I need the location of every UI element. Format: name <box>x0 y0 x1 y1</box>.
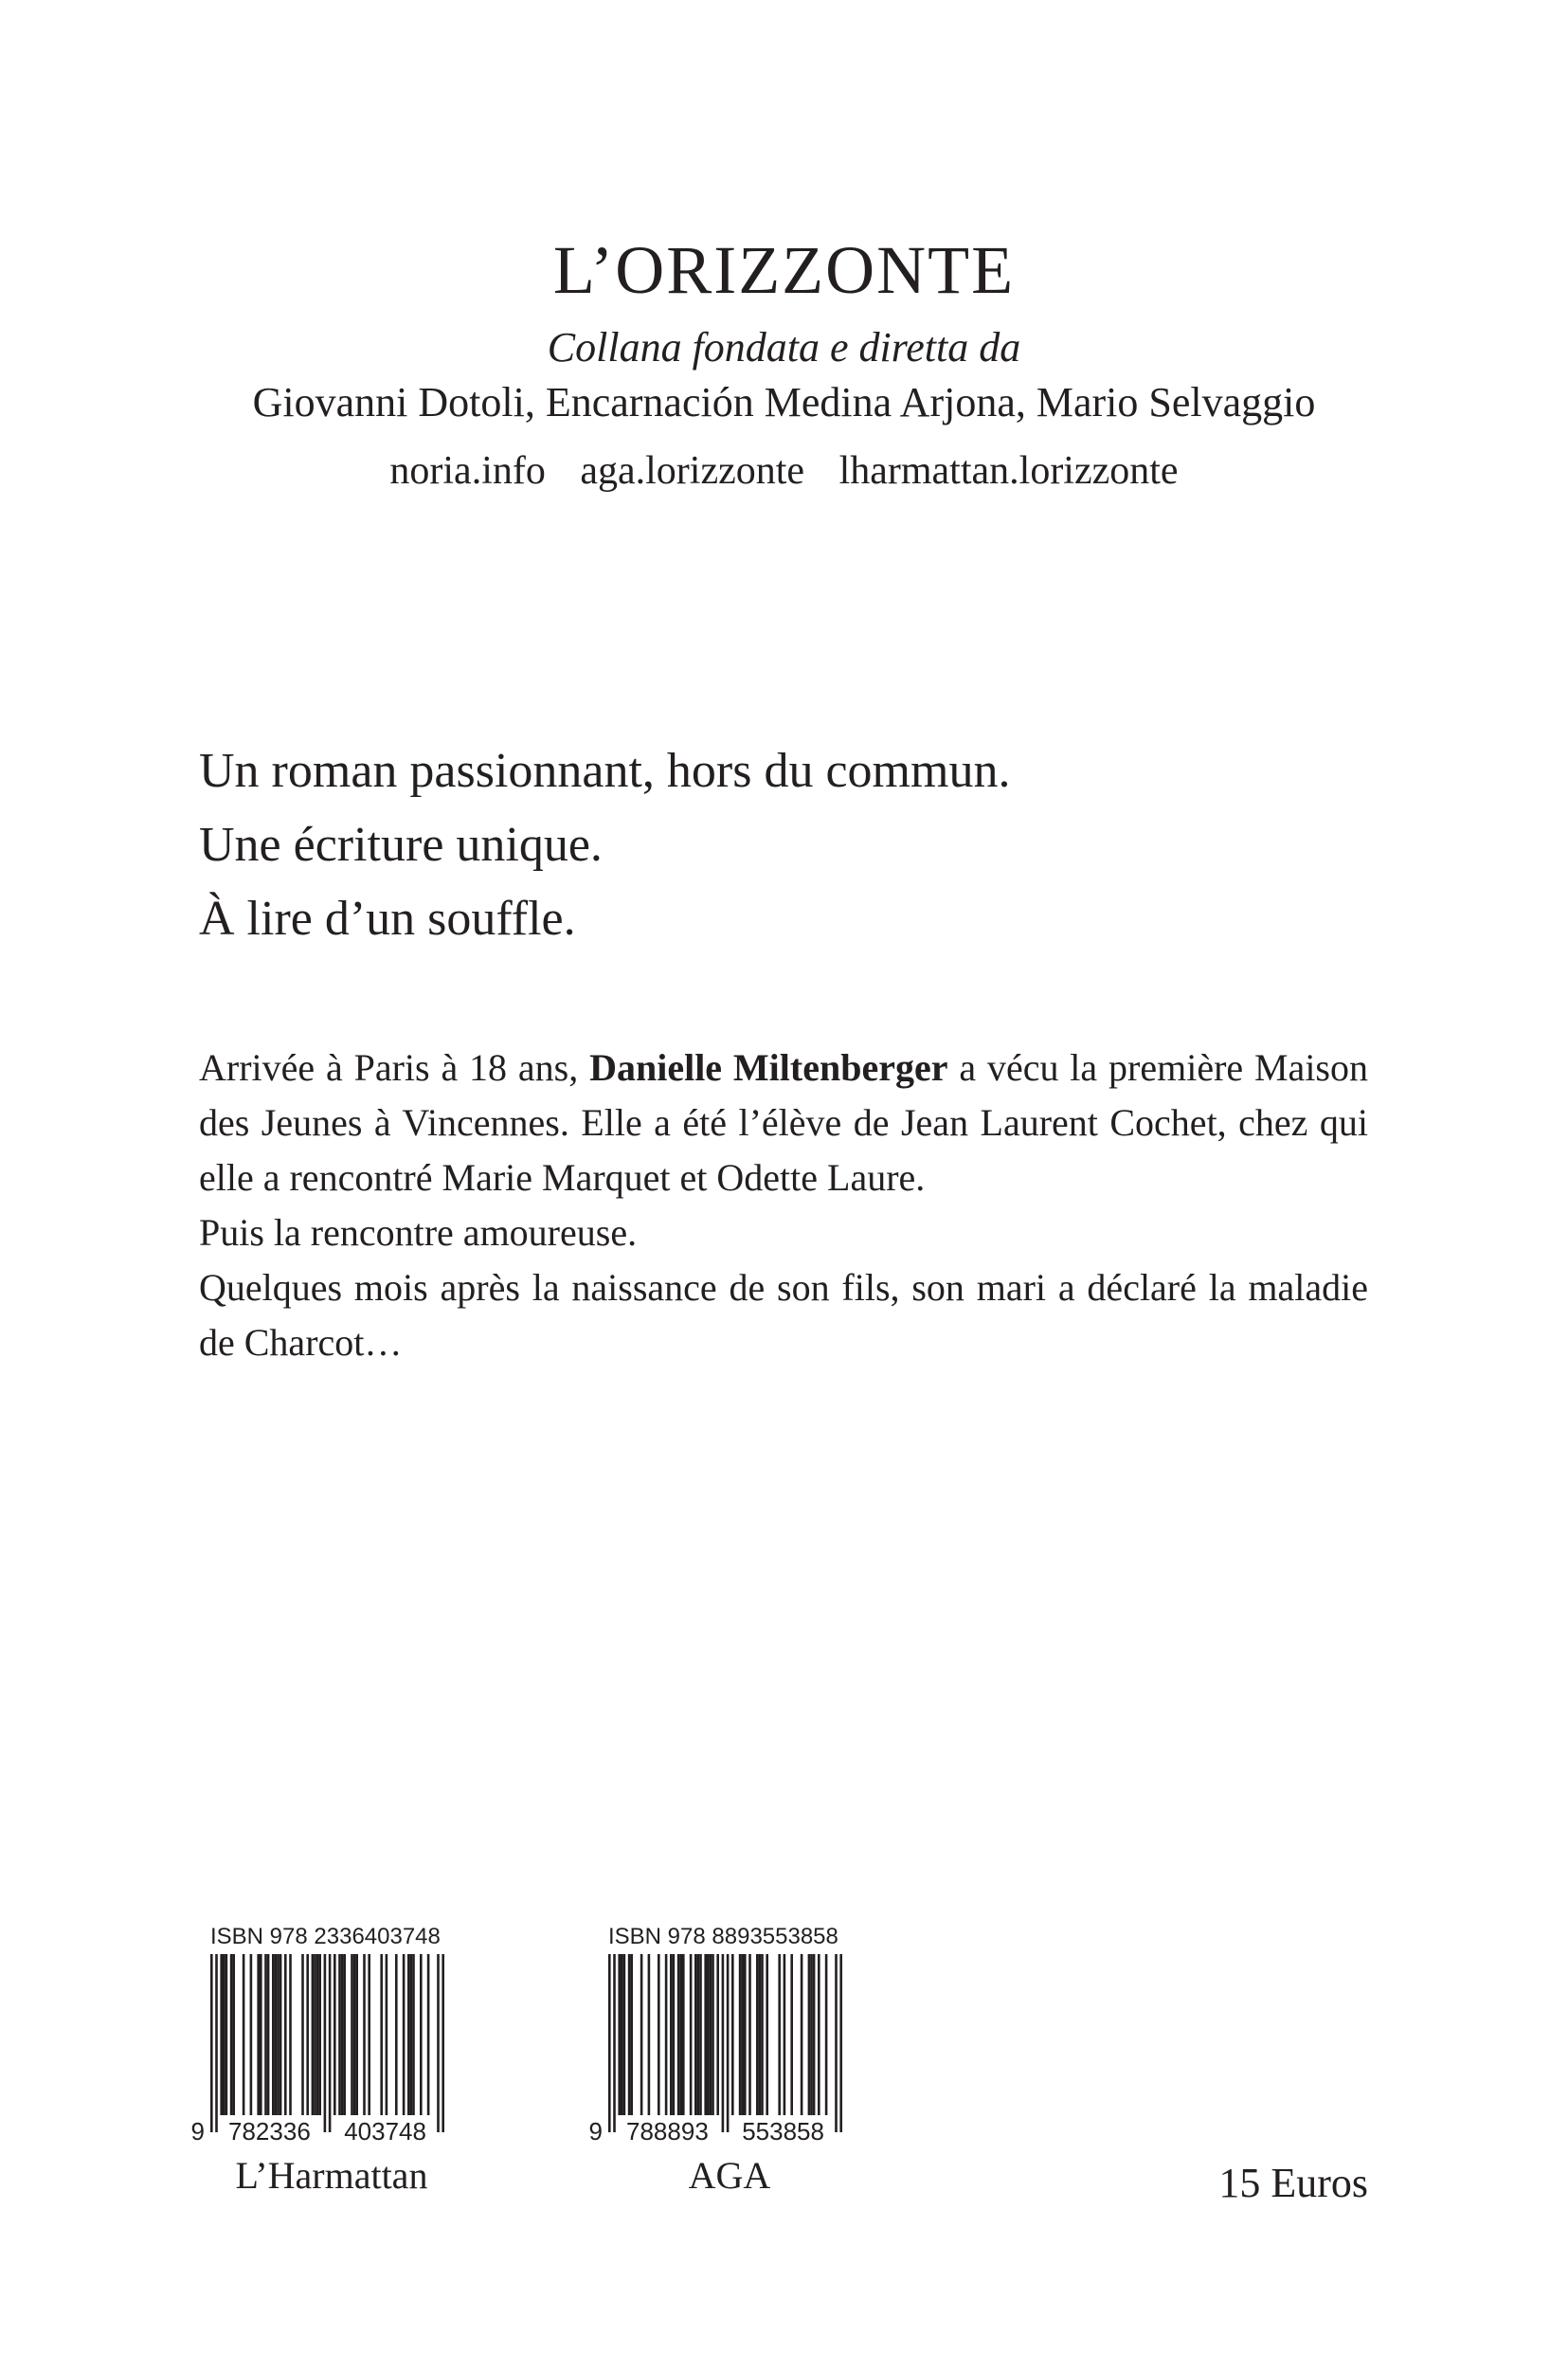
barcode-bar <box>670 1954 673 2115</box>
barcode-bar <box>677 1954 680 2115</box>
barcode-bar <box>289 1954 292 2115</box>
barcode-aga <box>587 1924 872 2199</box>
barcode-bar <box>210 1954 213 2132</box>
barcode-bar <box>761 1954 764 2115</box>
barcode-bar <box>825 1954 828 2115</box>
barcode-bar <box>801 1954 803 2115</box>
barcode-bar <box>232 1954 235 2115</box>
barcode-bar <box>284 1954 287 2115</box>
barcode-bar <box>682 1954 685 2115</box>
barcode-bar <box>442 1954 444 2132</box>
barcode-bar <box>351 1954 353 2115</box>
barcode-bar <box>628 1954 631 2115</box>
barcode-bar <box>618 1954 621 2115</box>
link-lharmattan: lharmattan.lorizzonte <box>838 449 1179 493</box>
barcode-bar <box>712 1954 714 2115</box>
barcode-bar <box>223 1954 225 2115</box>
barcode-bar <box>784 1954 786 2115</box>
barcode-bar <box>704 1954 707 2115</box>
ean-barcode-graphic <box>189 1950 474 2149</box>
barcode-bar <box>427 1954 430 2115</box>
author-blurb <box>199 1041 1368 1370</box>
barcode-bar <box>621 1954 623 2115</box>
barcode-bar <box>613 1954 616 2132</box>
barcode-bar <box>759 1954 762 2115</box>
barcode-bar <box>731 1954 734 2115</box>
barcode-bar <box>257 1954 260 2115</box>
series-subtitle: Collana fondata e diretta da <box>547 324 1021 371</box>
tagline <box>199 734 1010 956</box>
barcode-bar <box>353 1954 356 2115</box>
series-links <box>0 444 1568 498</box>
barcode-digits: 9 <box>190 2117 205 2146</box>
barcode-digits: 553858 <box>742 2117 824 2146</box>
barcode-bar <box>338 1954 341 2115</box>
barcode-bar <box>333 1954 336 2115</box>
barcode-digits: 9 <box>588 2117 603 2146</box>
barcode-bar <box>665 1954 668 2115</box>
tagline-line: Un roman passionnant, hors du commun. <box>199 744 1011 798</box>
barcode-bar <box>648 1954 651 2115</box>
link-aga: aga.lorizzonte <box>580 449 805 493</box>
barcode-bar <box>220 1954 223 2115</box>
barcode-bar <box>277 1954 279 2115</box>
barcode-bar <box>835 1954 838 2132</box>
barcode-bar <box>839 1954 842 2132</box>
barcode-bar <box>810 1954 813 2115</box>
barcode-digits: 788893 <box>626 2117 709 2146</box>
barcode-bar <box>368 1954 370 2115</box>
barcode-bar <box>722 1954 725 2132</box>
barcode-bar <box>766 1954 768 2115</box>
barcode-bar <box>813 1954 816 2115</box>
barcode-digits: 403748 <box>344 2117 426 2146</box>
barcode-bar <box>744 1954 747 2115</box>
barcode-bar <box>403 1954 406 2115</box>
barcode-bar <box>808 1954 811 2115</box>
barcode-bar <box>306 1954 309 2115</box>
barcode-bar <box>316 1954 319 2115</box>
barcode-bar <box>343 1954 346 2115</box>
barcode-bar <box>630 1954 633 2115</box>
barcode-bar <box>324 1954 327 2132</box>
author-name: Danielle Miltenberger <box>589 1046 948 1089</box>
barcode-bar <box>690 1954 693 2115</box>
barcode-bar <box>679 1954 682 2115</box>
barcode-bar <box>250 1954 253 2115</box>
barcode-bar <box>741 1954 744 2115</box>
barcode-bar <box>697 1954 700 2115</box>
barcode-bar <box>673 1954 676 2115</box>
barcode-bar <box>407 1954 410 2115</box>
barcode-bar <box>412 1954 415 2115</box>
price: 15 Euros <box>1218 2160 1368 2206</box>
barcode-bar <box>395 1954 398 2115</box>
barcode-bar <box>260 1954 262 2115</box>
barcode-bar <box>329 1954 332 2132</box>
barcode-bar <box>410 1954 413 2115</box>
barcode-bar <box>608 1954 611 2132</box>
barcode-bar <box>694 1954 697 2115</box>
barcode-bar <box>264 1954 267 2115</box>
blurb-paragraph: Quelques mois après la naissance de son fils, son mari a déclaré la maladie de Charcot… <box>199 1266 1368 1364</box>
barcode-bar <box>301 1954 304 2115</box>
barcode-bar <box>312 1954 315 2115</box>
series-title: L’ORIZZONTE <box>552 232 1016 308</box>
barcode-bar <box>818 1954 820 2115</box>
barcode-bar <box>243 1954 245 2115</box>
blurb-paragraph: Arrivée à Paris à 18 ans, Danielle Miltenberger a vécu la première Maison des Jeunes à Vincennes. Elle a été l’élève de Jean Laurent Cochet, chez qui elle a rencontré Marie Marquet et Odette Laure. <box>199 1046 1368 1199</box>
barcode-bar <box>658 1954 660 2115</box>
barcode-bar <box>279 1954 282 2115</box>
publisher-name: L’Harmattan <box>235 2154 428 2197</box>
barcode-bar <box>420 1954 423 2115</box>
blurb-paragraph: Puis la rencontre amoureuse. <box>199 1211 638 1254</box>
tagline-line: À lire d’un souffle. <box>199 892 576 946</box>
barcode-bar <box>380 1954 383 2115</box>
barcode-bar <box>225 1954 228 2115</box>
link-noria: noria.info <box>389 449 546 493</box>
barcode-bar <box>272 1954 275 2115</box>
publisher-name: AGA <box>688 2154 771 2197</box>
barcode-bar <box>314 1954 316 2115</box>
barcode-bar <box>739 1954 742 2115</box>
barcode-bar <box>230 1954 233 2115</box>
barcode-digits: 782336 <box>228 2117 311 2146</box>
barcode-bar <box>748 1954 751 2115</box>
isbn-label: ISBN 978 8893553858 <box>608 1924 838 1949</box>
barcode-bar <box>275 1954 278 2115</box>
isbn-label: ISBN 978 2336403748 <box>210 1924 441 1949</box>
barcode-bar <box>710 1954 712 2115</box>
ean-barcode-graphic <box>587 1950 872 2149</box>
barcode-bar <box>363 1954 366 2115</box>
barcode-bar <box>355 1954 358 2115</box>
barcode-bar <box>341 1954 344 2115</box>
series-directors: Giovanni Dotoli, Encarnación Medina Arjona, Mario Selvaggio <box>252 379 1316 426</box>
barcode-bar <box>640 1954 643 2115</box>
barcode-bar <box>790 1954 793 2115</box>
barcode-bar <box>318 1954 321 2115</box>
barcode-bar <box>437 1954 440 2132</box>
barcode-bar <box>386 1954 388 2115</box>
barcode-bar <box>699 1954 702 2115</box>
barcode-bar <box>778 1954 781 2115</box>
barcode-bar <box>756 1954 759 2115</box>
barcode-bar <box>716 1954 719 2115</box>
barcode-bar <box>267 1954 270 2115</box>
tagline-line: Une écriture unique. <box>199 818 603 872</box>
barcode-bar <box>215 1954 218 2132</box>
barcode-bar <box>623 1954 626 2115</box>
barcode-bar <box>707 1954 710 2115</box>
barcode-lharmattan <box>189 1924 474 2199</box>
barcode-bar <box>727 1954 730 2132</box>
series-header <box>0 232 1568 498</box>
